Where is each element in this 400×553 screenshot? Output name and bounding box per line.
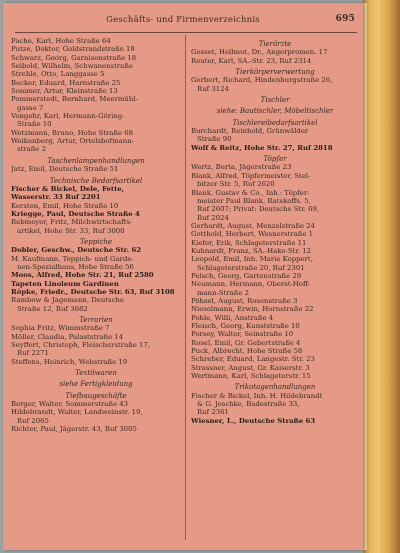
directory-entry: Becker, Eduard, Harnstraße 25: [11, 78, 121, 87]
directory-entry: Strehle, Otto, Langgasse 5: [11, 70, 105, 79]
directory-entry: Pelsch, Georg, Gartenstraße 29: [191, 271, 302, 280]
section-heading: Teppiche: [79, 237, 113, 246]
directory-entry: Wertmann, Karl, Schlageterstr. 15: [191, 372, 311, 381]
page-edge: [363, 0, 400, 553]
entry-continuation: mann-Straße 2: [197, 288, 249, 297]
directory-entry: Wertz, Berta, Jägerstraße 23: [191, 163, 292, 172]
column-divider: [185, 35, 186, 540]
directory-entry: Seyffert, Christoph, Fleischerstraße 17,: [11, 341, 151, 350]
section-heading: Töpfer: [263, 155, 287, 164]
directory-entry: Sommer, Artur, Kleinstraße 13: [11, 87, 118, 96]
directory-entry: Hildebrandt, Walter, Landweinstr. 19,: [11, 408, 143, 417]
directory-entry: Blank, Alfred, Töpfermeister, Stel-: [191, 171, 311, 180]
entry-continuation: Ruf 2361: [197, 408, 229, 417]
directory-entry: M. Kaufmann, Teppich- und Garde-: [11, 254, 134, 263]
entry-continuation: artikel, Hohe Str. 33, Ruf 3000: [17, 226, 125, 235]
directory-entry: Steffens, Heinrich, Webstraße 19: [11, 357, 128, 366]
section-heading: Taschenlampenhandlungen: [47, 156, 145, 165]
entry-continuation: Ruf 2024: [197, 213, 229, 222]
directory-entry: Berger, Walter, Sommerstraße 43: [11, 400, 129, 409]
directory-entry: Wetzmann, Bruno, Hohe Straße 68: [11, 128, 134, 137]
page-gilt-edge: [363, 3, 367, 550]
entry-continuation: nen-Spezialhaus, Hohe Straße 56: [17, 262, 134, 271]
section-heading: Tierärzte: [258, 40, 292, 48]
entry-continuation: gasse 7: [17, 103, 44, 112]
section-heading: Tischlereibedarfsartikel: [232, 118, 318, 127]
advertised-entry: Moos, Alfred, Hohe Str. 21, Ruf 2580: [11, 271, 154, 280]
directory-entry: Kuhnardt, Franz, SA.-Hake-Str. 12: [191, 246, 311, 255]
entry-continuation: straße 2: [17, 145, 46, 154]
entry-continuation: bitzer Str. 5, Ruf 2620: [197, 180, 275, 189]
entry-continuation: & G. Jeschke, Badestraße 33,: [197, 400, 300, 409]
right-column: [191, 37, 359, 425]
header-rule: [15, 32, 357, 33]
directory-entry: Gosset, Hellmut, Dr., Angerpromen. 17: [191, 48, 328, 57]
entry-continuation: Ruf 3124: [197, 84, 229, 93]
section-heading: Terrarien: [79, 316, 113, 324]
directory-entry: Weikenberg, Artur, Ortelsbofmann-: [11, 137, 134, 146]
section-heading: Tischler: [260, 96, 290, 105]
advertised-entry: Wasserstr. 33 Ruf 2201: [11, 193, 101, 202]
directory-entry: Vongehr, Karl, Hermann-Göring-: [11, 112, 125, 121]
advertised-entry: Röpke, Friedr., Deutsche Str. 63, Ruf 3108: [11, 287, 175, 296]
directory-entry: Strassner, August, Gr. Kaiserstr. 3: [191, 363, 310, 372]
cross-reference: siehe: Bautischler, Möbeltischler: [216, 107, 334, 116]
directory-entry: Pohle, Willi, Anstraße 4: [191, 313, 274, 322]
directory-entry: Pache, Karl, Hohe Straße 64: [11, 37, 111, 45]
entry-continuation: Ruf 2065: [17, 416, 49, 425]
entry-continuation: Straße 12, Ruf 3682: [17, 304, 88, 313]
section-heading: Technische Bedarfsartikel: [49, 176, 143, 185]
directory-entry: Kiefer, Erik, Schlageterstraße 11: [191, 238, 307, 247]
entry-continuation: Schlageterstraße 20, Ruf 2301: [197, 263, 305, 272]
directory-entry: Möller, Claudia, Palaststraße 14: [11, 332, 124, 341]
directory-entry: Reuter, Karl, SA.-Str. 23, Ruf 2314: [191, 56, 312, 65]
directory-entry: Gotthold, Herbert, Wesnerstraße 1: [191, 230, 313, 239]
directory-entry: Fischer & Bickel, Inh. H. Hildebrandt: [191, 391, 323, 400]
directory-entry: Fleisch, Georg, Kunststraße 10: [191, 322, 300, 330]
directory-entry: Burchardt, Reinhold, Grünwälder: [191, 127, 309, 136]
directory-entry: Rebmeyer, Fritz, Milchwirtschafts-: [11, 218, 133, 227]
directory-page: [3, 3, 363, 550]
directory-entry: Schreber, Eduard, Langestr. Str. 23: [191, 355, 315, 364]
directory-entry: Seibold, Wilhelm, Schwanenstraße: [11, 62, 133, 71]
directory-entry: Gerbert, Richard, Hindenburgstraße 26,: [191, 76, 333, 85]
page-title: Geschäfts- und Firmenverzeichnis: [106, 15, 260, 25]
directory-entry: Kersten, Emil, Hohe Straße 10: [11, 201, 119, 210]
cross-reference: siehe Fertigkleidung: [59, 380, 133, 389]
advertised-entry: Wolf & Reitz, Hohe Str. 27, Ruf 2818: [191, 143, 333, 152]
directory-entry: Rosel, Emil, Gr. Gebertstraße 4: [191, 338, 301, 347]
directory-entry: Putze, Doktor, Goldstrandstraße 18: [11, 45, 135, 54]
directory-entry: Pommerstedt, Bernhard, Meermühl-: [11, 95, 138, 104]
page-header: [3, 11, 363, 31]
advertised-entry: Kriegge, Paul, Deutsche Straße 4: [11, 209, 140, 218]
directory-entry: Pöhsel, August, Rosenstraße 3: [191, 296, 298, 305]
advertised-entry: Wiesner, L., Deutsche Straße 63: [191, 416, 316, 425]
directory-entry: Rambow & Jagemann, Deutsche: [11, 296, 124, 305]
directory-entry: Richter, Paul, Jägerstr. 43, Ruf 3005: [11, 425, 137, 434]
entry-continuation: meister Paul Blank, Ratskoffs. 5,: [197, 196, 311, 205]
directory-entry: Blank, Gustav & Co., Inh.: Töpfer-: [191, 188, 310, 197]
entry-continuation: Ruf 2607; Privat: Deutsche Str. 69,: [197, 205, 320, 214]
section-heading: Tiefbaugeschäfte: [65, 391, 127, 400]
advertised-entry: Fischer & Bickel, Dele, Fette,: [11, 184, 125, 193]
directory-entry: Puck, Albrecht, Hohe Straße 58: [191, 347, 303, 356]
directory-entry: Sophia Fritz, Wimmstraße 7: [11, 324, 110, 333]
section-heading: Tierkörperverwertung: [235, 68, 315, 77]
directory-entry: Jatz, Emil, Deutsche Straße 51: [11, 165, 119, 174]
advertised-entry: Tapeten Linoleum Gardinen: [11, 279, 119, 288]
directory-entry: Nieselmann, Erwin, Hornstraße 22: [191, 305, 314, 314]
left-column: [11, 37, 181, 433]
section-heading: Trikotagenhandlungen: [234, 383, 316, 392]
section-heading: Textilwaren: [75, 369, 117, 378]
entry-continuation: Straße 90: [197, 135, 232, 144]
directory-entry: Porsey, Walter, Seinstraße 10: [191, 330, 294, 339]
entry-continuation: Straße 10: [17, 120, 52, 129]
page-number: 695: [335, 14, 355, 24]
entry-continuation: Ruf 2271: [17, 349, 49, 358]
advertised-entry: Dobler, Geschw., Deutsche Str. 62: [11, 246, 142, 255]
directory-entry: Leopold, Emil, Inh. Marie Koppert,: [191, 255, 313, 264]
directory-entry: Gerhardt, August, Menzelstraße 24: [191, 221, 316, 230]
directory-entry: Schwarz, Georg, Garnisonstraße 18: [11, 53, 137, 62]
directory-entry: Neumann, Hermann, Oberst-Hoff-: [191, 280, 310, 289]
